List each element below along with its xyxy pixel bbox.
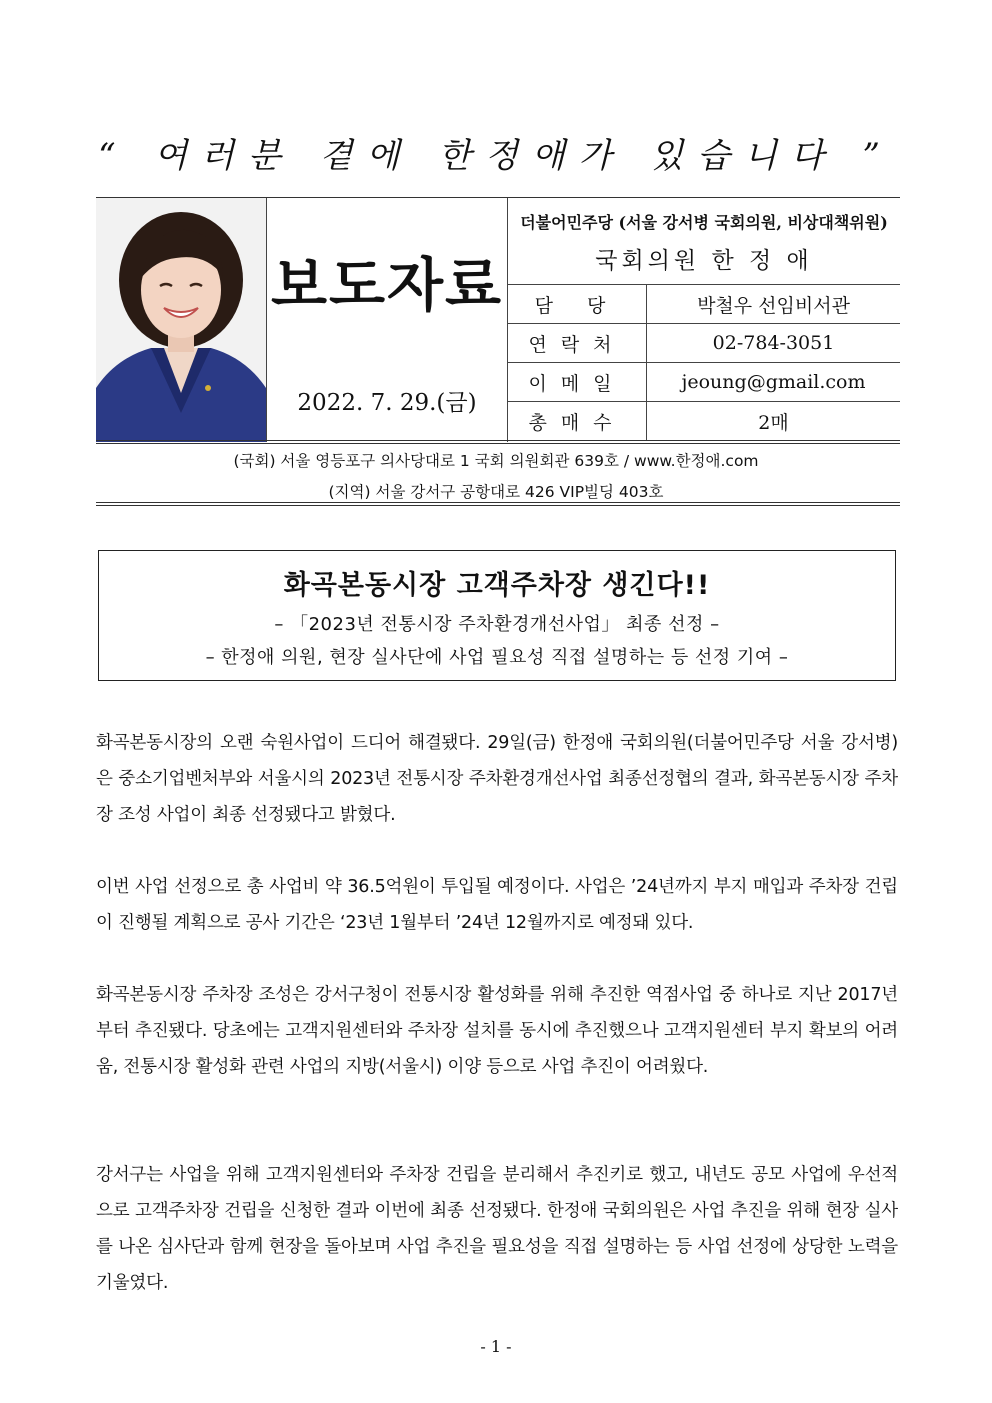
address-local-office: (지역) 서울 강서구 공항대로 426 VIP빌딩 403호 — [328, 483, 664, 501]
contact-value: 2매 — [647, 402, 901, 441]
contact-label: 총매수 — [508, 402, 647, 441]
contact-row — [508, 402, 900, 441]
address-national-assembly: (국회) 서울 영등포구 의사당대로 1 국회 의원회관 639호 / www.한정애.com — [233, 452, 759, 470]
address-rule — [96, 502, 900, 503]
contact-label: 연락처 — [508, 324, 647, 363]
body-paragraph: 강서구는 사업을 위해 고객지원센터와 주차장 건립을 분리해서 추진키로 했고, 내년도 공모 사업에 우선적으로 고객주차장 건립을 신청한 결과 이번에 최종 선정됐다. 한정애 국회의원은 사업 추진을 위해 현장 실사를 나온 심사단과 함께 현장을 돌아보며 사업 추진을 필요성을 직접 설명하는 등 사업 선정에 상당한 노력을 기울였다. — [96, 1165, 898, 1293]
contact-table — [508, 284, 900, 440]
portrait-illustration — [96, 198, 266, 442]
contact-value: 박철우 선임비서관 — [647, 285, 901, 324]
body-paragraph: 화곡본동시장 주차장 조성은 강서구청이 전통시장 활성화를 위해 추진한 역점사업 중 하나로 지난 2017년부터 추진됐다. 당초에는 고객지원센터와 주차장 설치를 동시에 추진했으나 고객지원센터 부지 확보의 어려움, 전통시장 활성화 관련 사업의 지방(서울시) 이양 등으로 사업 추진이 어려웠다. — [96, 985, 898, 1077]
page-number: - 1 - — [480, 1337, 512, 1356]
headline-subtitle: – 한정애 의원, 현장 실사단에 사업 필요성 직접 설명하는 등 선정 기여 – — [205, 647, 789, 668]
headline-title: 화곡본동시장 고객주차장 생긴다!! — [283, 570, 711, 601]
address-rule — [96, 505, 900, 506]
contact-value: jeoung@gmail.com — [647, 363, 901, 402]
member-name: 국회의원 한 정 애 — [595, 248, 813, 274]
body-paragraph: 이번 사업 선정으로 총 사업비 약 36.5억원이 투입될 예정이다. 사업은 ’24년까지 부지 매입과 주차장 건립이 진행될 계획으로 공사 기간은 ‘23년 1월부터 ’24년 12월까지로 예정돼 있다. — [96, 877, 898, 933]
contact-label: 담 당 — [508, 285, 647, 324]
contact-row — [508, 363, 900, 402]
release-date: 2022. 7. 29.(금) — [297, 390, 477, 416]
doc-type-title: 보도자료 — [270, 251, 504, 319]
contact-label: 이메일 — [508, 363, 647, 402]
contact-row — [508, 324, 900, 363]
header-rule — [96, 443, 900, 444]
party-affiliation: 더불어민주당 (서울 강서병 국회의원, 비상대책위원) — [520, 213, 888, 232]
contact-value: 02-784-3051 — [647, 324, 901, 363]
header-rule — [96, 440, 900, 441]
headline-box — [98, 550, 896, 681]
slogan: “ 여러분 곁에 한정애가 있습니다 ” — [98, 136, 894, 176]
press-release-header — [96, 197, 900, 442]
headline-subtitle: – 「2023년 전통시장 주차환경개선사업」 최종 선정 – — [274, 614, 720, 635]
contact-row — [508, 285, 900, 324]
member-portrait — [96, 198, 266, 442]
body-paragraph: 화곡본동시장의 오랜 숙원사업이 드디어 해결됐다. 29일(금) 한정애 국회의원(더불어민주당 서울 강서병)은 중소기업벤처부와 서울시의 2023년 전통시장 주차환경개선사업 최종선정협의 결과, 화곡본동시장 주차장 조성 사업이 최종 선정됐다고 밝혔다. — [96, 733, 898, 825]
